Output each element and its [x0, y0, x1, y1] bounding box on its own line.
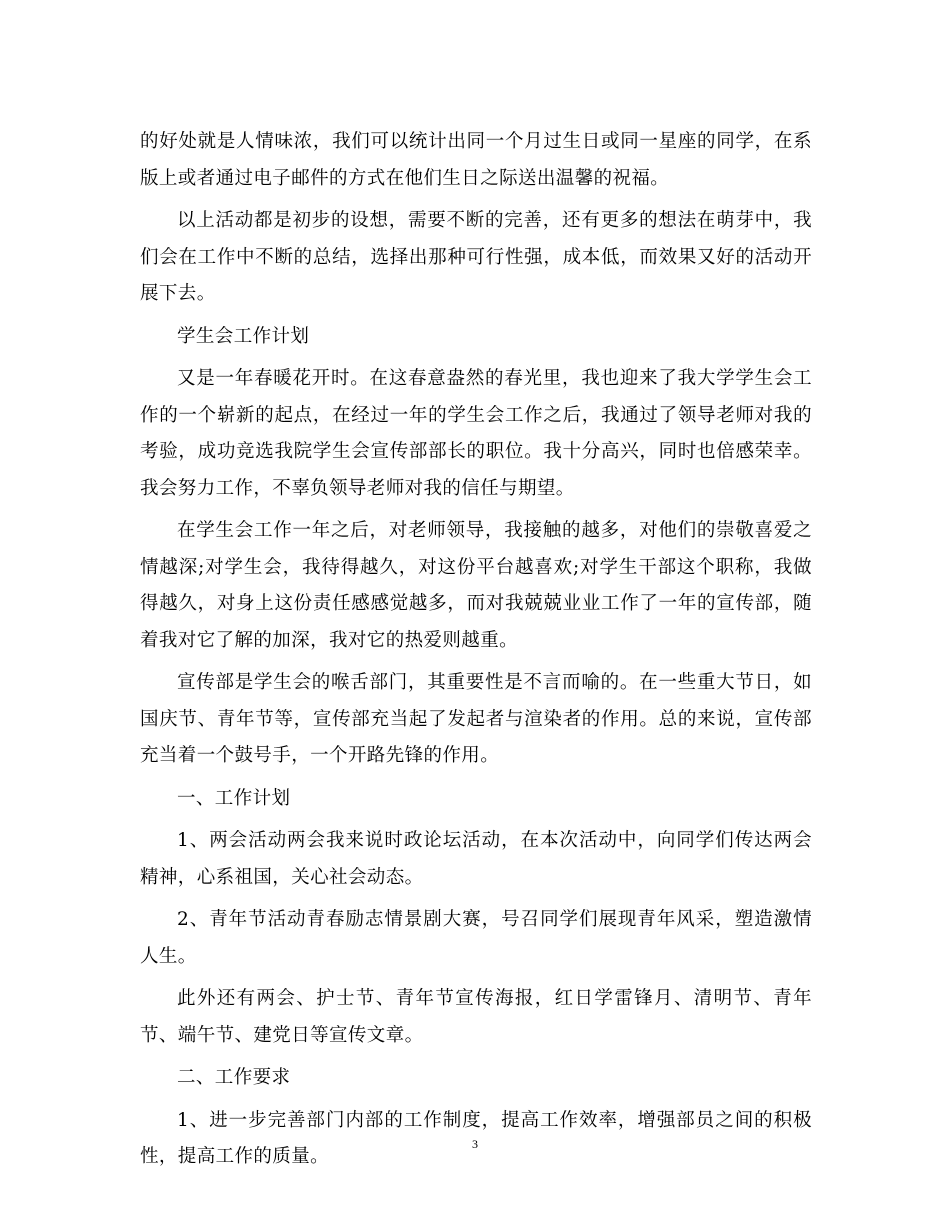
paragraph-2: 以上活动都是初步的设想，需要不断的完善，还有更多的想法在萌芽中，我们会在工作中不断的总结，选择出那种可行性强，成本低，而效果又好的活动开展下去。 — [140, 210, 812, 304]
section-heading-student-union-plan: 学生会工作计划 — [177, 325, 310, 347]
paragraph-4: 在学生会工作一年之后，对老师领导，我接触的越多，对他们的崇敬喜爱之情越深;对学生会，我待得越久，对这份平台越喜欢;对学生干部这个职称，我做得越久，对身上这份责任感感觉越多，而对我兢兢业业工作了一年的宣传部，随着我对它了解的加深，我对它的热爱则越重。 — [140, 520, 812, 651]
list-item-1: 1、两会活动两会我来说时政论坛活动，在本次活动中，向同学们传达两会精神，心系祖国，关心社会动态。 — [140, 830, 812, 888]
section-heading-work-requirements: 二、工作要求 — [177, 1067, 291, 1088]
paragraph-5: 宣传部是学生会的喉舌部门，其重要性是不言而喻的。在一些重大节日，如国庆节、青年节等，宣传部充当起了发起者与渲染者的作用。总的来说，宣传部 充当着一个鼓号手，一个开路先锋的作用。 — [140, 672, 812, 766]
list-item-3: 1、进一步完善部门内部的工作制度，提高工作效率，增强部员之间的积极性，提高工作的质量。 — [140, 1109, 812, 1167]
paragraph-6: 此外还有两会、护士节、青年节宣传海报，红日学雷锋月、清明节、青年节、端午节、建党日等宣传文章。 — [140, 988, 812, 1046]
page-number: 3 — [472, 1137, 478, 1151]
document-body — [140, 124, 812, 1182]
paragraph-1: 的好处就是人情味浓，我们可以统计出同一个月过生日或同一星座的同学，在系版上或者通过电子邮件的方式在他们生日之际送出温馨的祝福。 — [140, 131, 812, 189]
section-heading-work-plan: 一、工作计划 — [177, 787, 291, 809]
paragraph-3: 又是一年春暖花开时。在这春意盎然的春光里，我也迎来了我大学学生会工作的一个崭新的起点，在经过一年的学生会工作之后，我通过了领导老师对我的考验，成功竞选我院学生会宣传部部长的职位。我十分高兴，同时也倍感荣幸。我会努力工作，不辜负领导老师对我的信任与期望。 — [140, 368, 812, 499]
list-item-2: 2、青年节活动青春励志情景剧大赛，号召同学们展现青年风采，塑造激情人生。 — [140, 909, 812, 967]
